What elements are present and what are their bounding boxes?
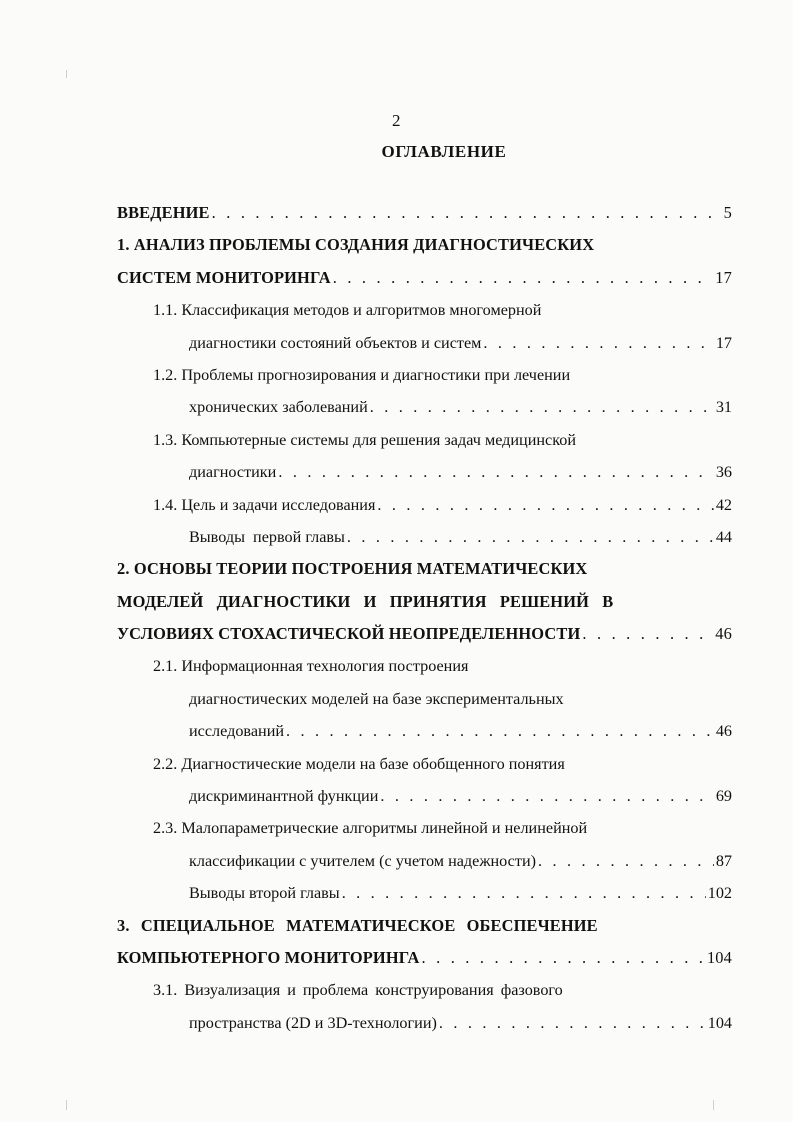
toc-entry-title-line: МОДЕЛЕЙ ДИАГНОСТИКИ И ПРИНЯТИЯ РЕШЕНИЙ В: [117, 591, 614, 611]
dot-leader: [377, 489, 713, 521]
scan-speck: [713, 1100, 714, 1110]
toc-entry-title: УСЛОВИЯХ СТОХАСТИЧЕСКОЙ НЕОПРЕДЕЛЕННОСТИ: [117, 624, 581, 644]
toc-entry-title: КОМПЬЮТЕРНОГО МОНИТОРИНГА: [117, 947, 420, 967]
toc-entry-title: исследований: [189, 722, 285, 741]
toc-entry-title-line: 1.1. Классификация методов и алгоритмов многомерной: [153, 301, 542, 320]
toc-section-3-1[interactable]: [117, 1007, 732, 1039]
dot-leader: [333, 262, 714, 294]
dot-leader: [582, 618, 713, 650]
toc-entry-page: 46: [715, 624, 732, 644]
toc-section-2-3-heading[interactable]: [117, 812, 732, 844]
toc-conclusions-chapter-1[interactable]: [117, 521, 732, 553]
page-number: 2: [392, 111, 401, 130]
toc-entry-title: диагностики состояний объектов и систем: [189, 333, 482, 352]
toc-section-2-2-heading[interactable]: [117, 748, 732, 780]
toc-entry-title-line: 1.3. Компьютерные системы для решения задач медицинской: [153, 430, 577, 449]
toc-entry-title: Выводы первой главы: [189, 527, 345, 546]
toc-entry-page: 69: [715, 787, 732, 806]
toc-section-2-1-heading[interactable]: [117, 650, 732, 682]
toc-entry-title: 1.4. Цель и задачи исследования: [153, 495, 376, 514]
toc-entry-title-line: 2.1. Информационная технология построения: [153, 657, 469, 676]
toc-entry-title: ВВЕДЕНИЕ: [117, 203, 210, 222]
toc-section-2-1[interactable]: [117, 715, 732, 747]
toc-entry-title-line: 2.3. Малопараметрические алгоритмы линейной и нелинейной: [153, 819, 588, 838]
toc-chapter-3[interactable]: [117, 942, 732, 974]
dot-leader: [278, 456, 713, 488]
toc-entry-page: 17: [715, 267, 732, 287]
toc-entry-title: диагностики: [189, 463, 277, 482]
toc-entry-page: 17: [715, 333, 732, 352]
toc-entry-page: 31: [715, 398, 732, 417]
toc-chapter-1-heading[interactable]: [117, 229, 732, 261]
toc-section-1-4[interactable]: [117, 489, 732, 521]
toc-entry-title: хронических заболеваний: [189, 398, 368, 417]
scan-speck: [66, 70, 67, 78]
toc-entry-page: 87: [715, 851, 732, 870]
toc-section-1-3-heading[interactable]: [117, 424, 732, 456]
toc-entry-title-line: 3.1. Визуализация и проблема конструирования фазового: [153, 981, 563, 1000]
toc-entry-title-line: 1.2. Проблемы прогнозирования и диагностики при лечении: [153, 365, 571, 384]
toc-entry-title-line: 2. ОСНОВЫ ТЕОРИИ ПОСТРОЕНИЯ МАТЕМАТИЧЕСКИХ: [117, 559, 588, 579]
dot-leader: [422, 942, 705, 974]
scan-speck: [66, 1100, 67, 1110]
toc-entry-page: 44: [715, 527, 732, 546]
toc-chapter-2[interactable]: [117, 618, 732, 650]
toc-chapter-2-heading[interactable]: [117, 553, 732, 585]
toc-section-1-2-heading[interactable]: [117, 359, 732, 391]
toc-section-1-3[interactable]: [117, 456, 732, 488]
toc-entry-page: 46: [715, 722, 732, 741]
toc-section-2-3[interactable]: [117, 845, 732, 877]
toc-title: ОГЛАВЛЕНИЕ: [381, 142, 507, 161]
toc-section-3-1-heading[interactable]: [117, 974, 732, 1006]
toc-section-1-1-heading[interactable]: [117, 294, 732, 326]
dot-leader: [342, 877, 706, 909]
toc-entry-introduction[interactable]: [117, 197, 732, 229]
toc-entry-title-line: 2.2. Диагностические модели на базе обобщенного понятия: [153, 754, 565, 773]
toc-entry-page: 104: [707, 1013, 732, 1032]
toc-entry-title: Выводы второй главы: [189, 884, 340, 903]
dot-leader: [347, 521, 714, 553]
dot-leader: [380, 780, 713, 812]
toc-entry-title: СИСТЕМ МОНИТОРИНГА: [117, 267, 331, 287]
toc-entry-page: 104: [706, 947, 732, 967]
toc-entry-title: пространства (2D и 3D-технологии): [189, 1013, 437, 1032]
table-of-contents: [117, 197, 732, 1039]
toc-section-2-1-heading-line2[interactable]: [117, 683, 732, 715]
toc-entry-page: 42: [715, 495, 732, 514]
toc-section-1-2[interactable]: [117, 391, 732, 423]
toc-entry-page: 36: [715, 463, 732, 482]
dot-leader: [370, 391, 714, 423]
toc-entry-title: дискриминантной функции: [189, 787, 379, 806]
toc-chapter-3-heading[interactable]: [117, 910, 732, 942]
toc-entry-title-line: 1. АНАЛИЗ ПРОБЛЕМЫ СОЗДАНИЯ ДИАГНОСТИЧЕСКИХ: [117, 235, 595, 255]
toc-entry-title: классификации с учителем (с учетом надежности): [189, 851, 536, 870]
dot-leader: [483, 327, 713, 359]
dot-leader: [538, 845, 714, 877]
dot-leader: [439, 1007, 706, 1039]
toc-chapter-1[interactable]: [117, 262, 732, 294]
toc-section-2-2[interactable]: [117, 780, 732, 812]
dot-leader: [212, 197, 722, 229]
toc-entry-page: 5: [723, 203, 732, 222]
toc-entry-title-line: диагностических моделей на базе экспериментальных: [189, 689, 564, 708]
toc-entry-title-line: 3. СПЕЦИАЛЬНОЕ МАТЕМАТИЧЕСКОЕ ОБЕСПЕЧЕНИЕ: [117, 915, 598, 935]
toc-chapter-2-heading-line2[interactable]: [117, 586, 732, 618]
dot-leader: [286, 715, 714, 747]
toc-conclusions-chapter-2[interactable]: [117, 877, 732, 909]
toc-entry-page: 102: [707, 884, 732, 903]
toc-section-1-1[interactable]: [117, 327, 732, 359]
